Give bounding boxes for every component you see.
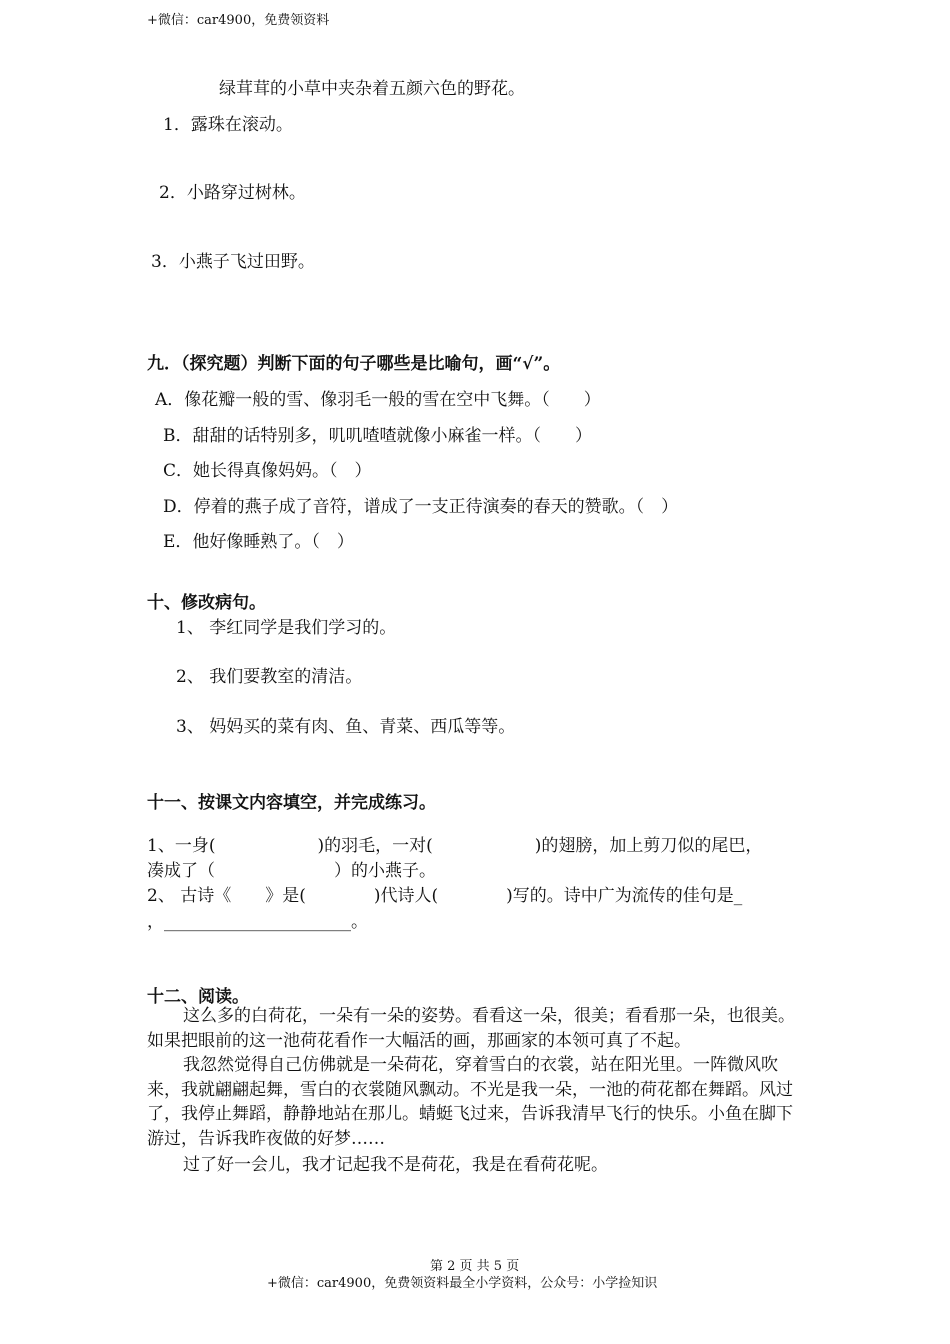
q12-title: 十二、阅读。 [147, 987, 249, 1007]
q10-item-3: 3、 妈妈买的菜有肉、鱼、青菜、西瓜等等。 [176, 717, 516, 737]
intro-item-2: 2．小路穿过树林。 [159, 183, 306, 203]
q9-item-e: E．他好像睡熟了。（ ） [163, 532, 354, 552]
q9-item-b: B．甜甜的话特别多，叽叽喳喳就像小麻雀一样。（ ） [163, 426, 592, 446]
q9-item-a: A．像花瓣一般的雪、像羽毛一般的雪在空中飞舞。（ ） [155, 390, 601, 410]
q11-title: 十一、按课文内容填空，并完成练习。 [147, 793, 436, 813]
q11-line-2: 凑成了（ ）的小燕子。 [147, 861, 436, 881]
q11-line-1: 1、一身( )的羽毛，一对( )的翅膀，加上剪刀似的尾巴， [147, 836, 763, 856]
reading-paragraph-1: 这么多的白荷花，一朵有一朵的姿势。看看这一朵，很美；看看那一朵，也很美。如果把眼前的这一池荷花看作一大幅活的画，那画家的本领可真了不起。 [147, 1006, 795, 1051]
reading-paragraph-2: 我忽然觉得自己仿佛就是一朵荷花，穿着雪白的衣裳，站在阳光里。一阵微风吹来，我就翩翩起舞，雪白的衣裳随风飘动。不光是我一朵，一池的荷花都在舞蹈。风过了，我停止舞蹈，静静地站在那儿。蜻蜓飞过来，告诉我清早飞行的快乐。小鱼在脚下游过，告诉我昨夜做的好梦…… [147, 1055, 793, 1149]
reading-paragraph-3: 过了好一会儿，我才记起我不是荷花，我是在看荷花呢。 [183, 1155, 608, 1175]
q10-item-1: 1、 李红同学是我们学习的。 [176, 618, 397, 638]
intro-example: 绿茸茸的小草中夹杂着五颜六色的野花。 [219, 79, 525, 99]
q10-title: 十、修改病句。 [147, 593, 266, 613]
intro-item-1: 1．露珠在滚动。 [163, 115, 293, 135]
q10-item-2: 2、 我们要教室的清洁。 [176, 667, 363, 687]
intro-item-3: 3．小燕子飞过田野。 [151, 252, 315, 272]
q9-item-d: D．停着的燕子成了音符，谱成了一支正待演奏的春天的赞歌。（ ） [163, 497, 679, 517]
q11-line-4: ，______________________。 [147, 912, 368, 932]
page-number: 第 2 页 共 5 页 [430, 1259, 520, 1274]
q9-item-c: C．她长得真像妈妈。（ ） [163, 461, 372, 481]
header-watermark: +微信：car4900，免费领资料 [147, 13, 330, 28]
q11-line-3: 2、 古诗《 》是( )代诗人( )写的。诗中广为流传的佳句是_ [147, 886, 743, 906]
q9-title: 九．（探究题）判断下面的句子哪些是比喻句，画“√”。 [147, 354, 561, 374]
footer-watermark: +微信：car4900，免费领资料最全小学资料，公众号：小学捡知识 [267, 1276, 658, 1291]
